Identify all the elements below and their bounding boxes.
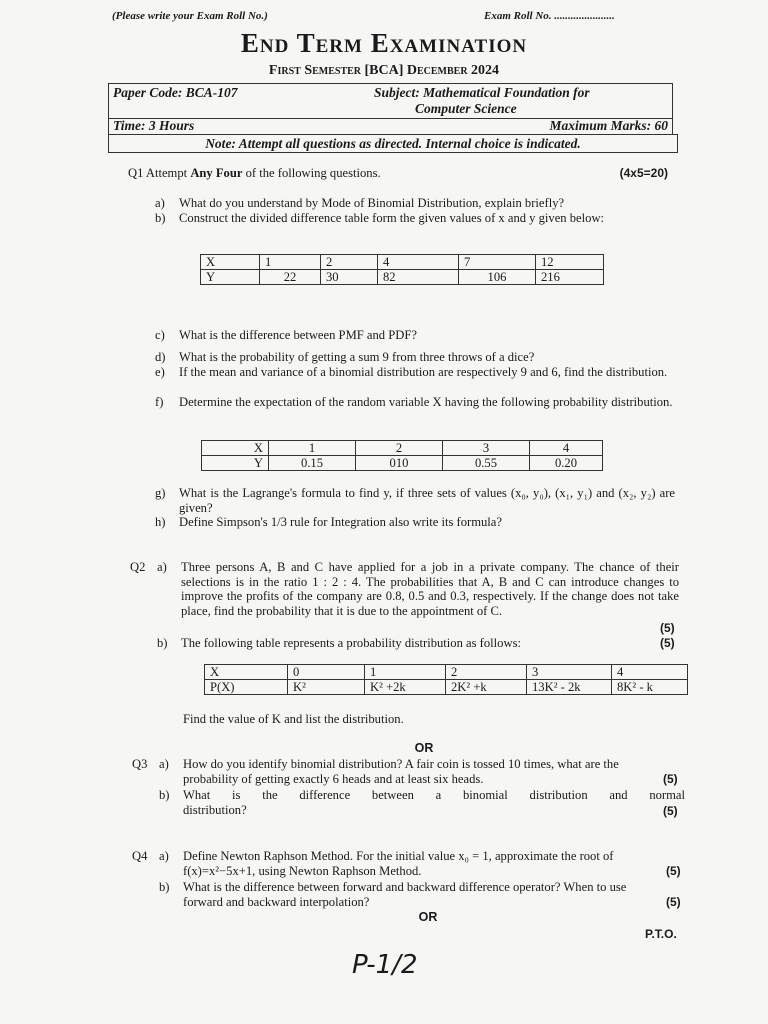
k-distribution-table	[204, 664, 688, 695]
table-cell: K² +2k	[365, 680, 446, 695]
q1-h	[155, 515, 675, 530]
q1-e-text: If the mean and variance of a binomial distribution are respectively 9 and 6, find the distribution.	[179, 365, 668, 379]
q2-b-marks: (5)	[660, 636, 675, 650]
probability-distribution-table	[201, 440, 603, 471]
q1-d	[155, 350, 675, 365]
table-cell: 0.20	[530, 456, 603, 471]
table-cell: K²	[288, 680, 365, 695]
q4-b-label: b)	[159, 880, 170, 894]
instructions-note: Note: Attempt all questions as directed. Internal choice is indicated.	[108, 134, 678, 153]
table-cell: 2	[446, 665, 527, 680]
table-cell: 22	[260, 270, 321, 285]
q2-b	[157, 636, 679, 651]
exam-roll-field: Exam Roll No. ......................	[484, 10, 615, 22]
please-turn-over: P.T.O.	[645, 927, 677, 941]
q1-intro	[128, 166, 668, 181]
table-cell: 82	[378, 270, 459, 285]
q1-g-label: g)	[155, 486, 166, 500]
q4-b-marks: (5)	[666, 895, 681, 909]
q1-b	[155, 211, 675, 226]
q3-b-text: What is the difference between a binomial distribution and normal distribution?	[183, 788, 685, 817]
table-row	[202, 441, 603, 456]
table-cell: Y	[201, 270, 260, 285]
q1-a	[155, 196, 675, 211]
table-cell: P(X)	[205, 680, 288, 695]
table-cell: 0.55	[443, 456, 530, 471]
table-cell: 1	[365, 665, 446, 680]
table-cell: 4	[378, 255, 459, 270]
table-cell: 2K² +k	[446, 680, 527, 695]
q1-b-label: b)	[155, 211, 166, 225]
q4-a-text: Define Newton Raphson Method. For the initial value x₀ = 1, approximate the root of f(x)=x²−5x+1, using Newton Raphson Method.	[183, 849, 614, 878]
q3-a	[159, 757, 685, 786]
exam-subtitle: First Semester [BCA] December 2024	[268, 63, 500, 78]
q1-intro-tail: of the following questions.	[242, 166, 381, 180]
q1-c-label: c)	[155, 328, 165, 342]
q1-h-text: Define Simpson's 1/3 rule for Integration also write its formula?	[179, 515, 502, 529]
table-cell: 3	[443, 441, 530, 456]
table-cell: 1	[269, 441, 356, 456]
q4-a-marks: (5)	[666, 864, 681, 878]
roll-number-note: (Please write your Exam Roll No.)	[112, 10, 268, 22]
table-cell: 7	[459, 255, 536, 270]
table-cell: 2	[321, 255, 378, 270]
q3-b-label: b)	[159, 788, 170, 802]
divided-difference-table	[200, 254, 604, 285]
table-cell: 13K² - 2k	[527, 680, 612, 695]
table-row	[201, 255, 604, 270]
q3-a-marks: (5)	[663, 772, 678, 786]
q2-find-instruction: Find the value of K and list the distribution.	[183, 712, 404, 726]
table-cell: 4	[530, 441, 603, 456]
q1-intro-bold: Any Four	[190, 166, 243, 180]
table-cell: 1	[260, 255, 321, 270]
q1-a-text: What do you understand by Mode of Binomial Distribution, explain briefly?	[179, 196, 565, 210]
table-cell: 3	[527, 665, 612, 680]
table-cell: 106	[459, 270, 536, 285]
table-cell: 30	[321, 270, 378, 285]
q1-b-text: Construct the divided difference table form the given values of x and y given below:	[179, 211, 605, 225]
q1-f	[155, 395, 675, 410]
q4-a	[159, 849, 687, 878]
table-cell: Y	[202, 456, 269, 471]
or-separator-1: OR	[414, 741, 434, 755]
table-row	[205, 665, 688, 680]
q3-label: Q3	[132, 757, 148, 771]
q1-d-text: What is the probability of getting a sum 9 from three throws of a dice?	[179, 350, 535, 364]
exam-title: End Term Examination	[240, 28, 528, 58]
table-row	[205, 680, 688, 695]
q1-f-label: f)	[155, 395, 164, 409]
table-cell: 0.15	[269, 456, 356, 471]
q1-g-text: What is the Lagrange's formula to find y, if three sets of values (x₀, y₀), (x₁, y₁) and (x₂, y₂) are given?	[179, 486, 675, 515]
page-number-handwritten: P-1/2	[352, 950, 418, 980]
q1-h-label: h)	[155, 515, 166, 529]
q1-marks: (4x5=20)	[619, 166, 668, 180]
q1-f-text: Determine the expectation of the random variable X having the following probability distribution.	[179, 395, 673, 409]
q4-label: Q4	[132, 849, 148, 863]
q2-a-marks: (5)	[660, 621, 675, 635]
q1-c-text: What is the difference between PMF and PDF?	[179, 328, 417, 342]
q1-a-label: a)	[155, 196, 165, 210]
maximum-marks: Maximum Marks: 60	[549, 118, 668, 133]
q1-intro-text: Attempt	[145, 166, 191, 180]
table-cell: X	[205, 665, 288, 680]
table-row	[202, 456, 603, 471]
q3-a-label: a)	[159, 757, 169, 771]
q2-label: Q2	[130, 560, 146, 574]
q3-b-marks: (5)	[663, 804, 678, 818]
q2-b-text: The following table represents a probability distribution as follows:	[181, 636, 521, 650]
or-separator-2: OR	[418, 910, 438, 924]
q4-b	[159, 880, 687, 909]
q4-a-label: a)	[159, 849, 169, 863]
paper-code: Paper Code: BCA-107	[113, 85, 238, 100]
q3-b	[159, 788, 685, 817]
table-cell: 2	[356, 441, 443, 456]
table-row	[201, 270, 604, 285]
q1-d-label: d)	[155, 350, 166, 364]
table-cell: 0	[288, 665, 365, 680]
table-cell: 216	[536, 270, 604, 285]
q2-a	[157, 560, 679, 618]
subject-line-2: Computer Science	[415, 101, 517, 116]
paper-info-box	[108, 83, 673, 119]
q1-c	[155, 328, 675, 343]
q2-a-text: Three persons A, B and C have applied for a job in a private company. The chance of their selections is in the ratio 1 : 2 : 4. The probabilities that A, B and C can introduce changes to improve the profits of the company are 0.8, 0.5 and 0.3, respectively. If the change does not take place, find the probability that it is due to the appointment of C.	[181, 560, 679, 618]
q2-a-label: a)	[157, 560, 167, 574]
q4-b-text: What is the difference between forward and backward difference operator? When to use forward and backward interpolation?	[183, 880, 627, 909]
subject-line-1: Subject: Mathematical Foundation for	[374, 85, 590, 100]
exam-time: Time: 3 Hours	[113, 118, 195, 133]
table-cell: X	[201, 255, 260, 270]
q1-label: Q1	[128, 166, 144, 180]
q1-g	[155, 486, 675, 515]
q3-a-text: How do you identify binomial distribution? A fair coin is tossed 10 times, what are the probability of getting exactly 6 heads and at least six heads.	[183, 757, 619, 786]
q1-e-label: e)	[155, 365, 165, 379]
q2-b-label: b)	[157, 636, 168, 650]
table-cell: X	[202, 441, 269, 456]
time-marks-row	[108, 118, 673, 135]
table-cell: 8K² - k	[612, 680, 688, 695]
table-cell: 4	[612, 665, 688, 680]
table-cell: 12	[536, 255, 604, 270]
table-cell: 010	[356, 456, 443, 471]
q1-e	[155, 365, 675, 380]
